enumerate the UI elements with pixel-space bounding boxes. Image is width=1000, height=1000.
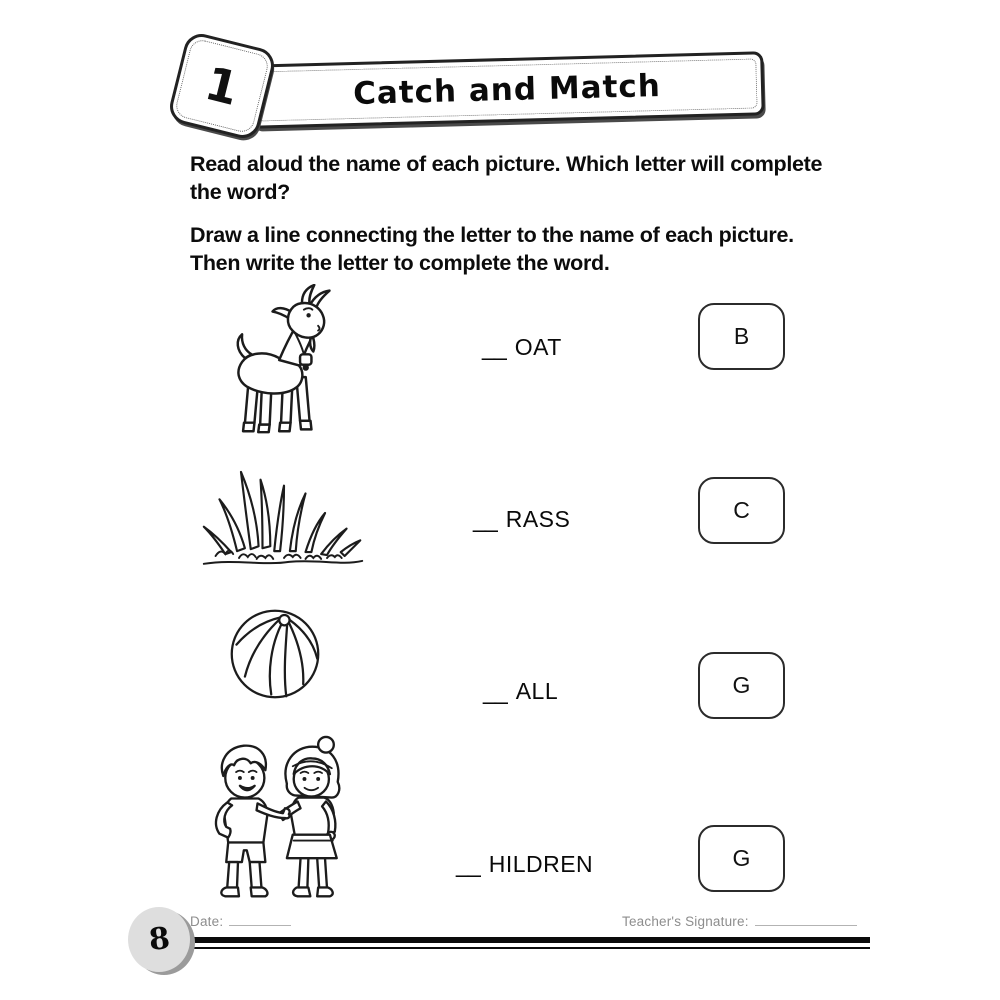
page-number-tab: [128, 907, 190, 972]
ball-image: [228, 607, 322, 701]
word-text: RASS: [505, 506, 571, 532]
letter-card-g2[interactable]: [698, 825, 785, 892]
teacher-signature-line[interactable]: [755, 914, 857, 926]
teacher-signature-field: [622, 914, 857, 929]
goat-image: [219, 284, 345, 436]
children-image: [202, 733, 360, 909]
grass-image: [196, 457, 372, 569]
title-banner: [249, 51, 764, 128]
lesson-number: 1: [199, 55, 245, 117]
page-number: 8: [146, 921, 172, 958]
word-text: OAT: [514, 334, 562, 360]
instructions-block: [190, 151, 842, 293]
word-row-grass[interactable]: [473, 506, 570, 534]
letter-card-label: G: [732, 672, 751, 698]
letter-card-c[interactable]: [698, 477, 785, 544]
word-text: HILDREN: [488, 851, 594, 877]
footer-rule-thick: [148, 937, 870, 943]
word-blank[interactable]: __: [482, 334, 505, 361]
instruction-paragraph-2: Draw a line connecting the letter to the name of each picture. Then write the letter to complete the word.: [190, 223, 794, 275]
word-blank[interactable]: __: [473, 506, 496, 533]
letter-card-label: C: [733, 497, 750, 523]
page-title: Catch and Match: [352, 67, 662, 113]
date-line[interactable]: [229, 914, 291, 926]
instruction-paragraph-1: Read aloud the name of each picture. Which letter will complete the word?: [190, 152, 823, 204]
word-row-ball[interactable]: [483, 678, 558, 706]
footer-rule-thin: [148, 947, 870, 949]
word-row-goat[interactable]: [482, 334, 562, 362]
letter-card-g1[interactable]: [698, 652, 785, 719]
teacher-signature-label: Teacher's Signature:: [622, 914, 749, 929]
word-text: ALL: [515, 678, 559, 704]
word-blank[interactable]: __: [456, 851, 479, 878]
date-field: [190, 914, 291, 929]
date-label: Date:: [190, 914, 224, 929]
word-blank[interactable]: __: [483, 678, 506, 705]
word-row-children[interactable]: [456, 851, 593, 879]
letter-card-b[interactable]: [698, 303, 785, 370]
letter-card-label: B: [733, 323, 750, 349]
letter-card-label: G: [732, 845, 751, 871]
